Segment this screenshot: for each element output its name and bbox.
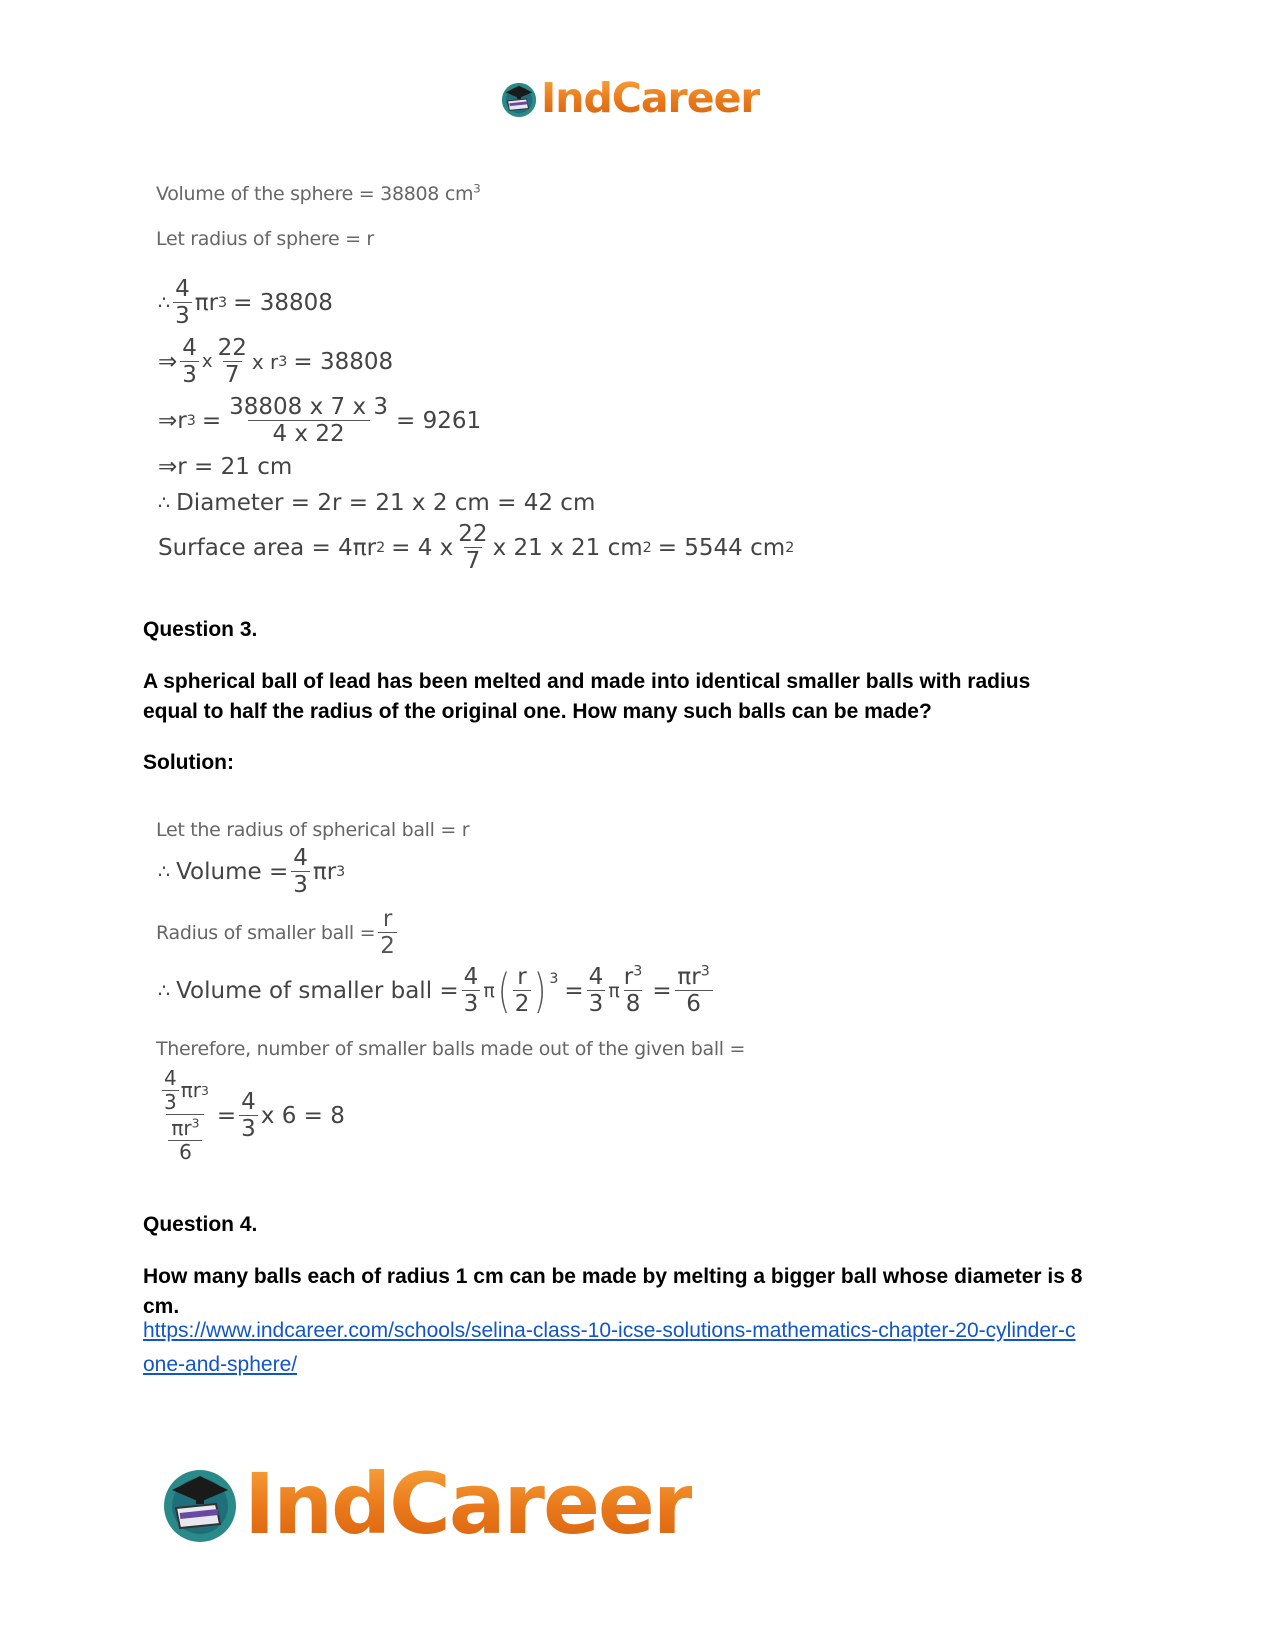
footer-logo xyxy=(160,1455,693,1553)
math-line-diameter: ∴ Diameter = 2r = 21 x 2 cm = 42 cm xyxy=(158,490,596,516)
question-4-text: How many balls each of radius 1 cm can be made by melting a bigger ball whose diameter is 8 cm. xyxy=(143,1265,1083,1318)
question-3-heading: Question 3. xyxy=(143,618,258,641)
math-line-smaller-volume: ∴ Volume of smaller ball = $\frac{4}{3}$ π ( $\frac{r}{2}$ ) 3 = $\frac{4}{3}$ π $\frac{r^3}{8}$ = $\frac{\pi r^3}{6}$ xyxy=(158,965,716,1016)
math-line-surface-area: Surface area = 4πr 2 = 4 x $\frac{22}{7}$ x 21 x 21 cm 2 = 5544 cm 2 xyxy=(158,521,795,575)
math-line-solve-r-cubed: ⇒ r 3 = $\frac{38808 x 7 x 3}{4 x 22}$ = 9261 xyxy=(158,394,482,448)
graduation-book-icon xyxy=(160,1464,240,1544)
math-line-let-radius-ball: Let the radius of spherical ball = r xyxy=(156,819,470,841)
math-line-volume-formula: ∴ $\frac{4}{3}$ πr 3 = 38808 xyxy=(158,276,333,330)
question-4-heading: Question 4. xyxy=(143,1213,258,1236)
footer-url-link[interactable]: https://www.indcareer.com/schools/selina-class-10-icse-solutions-mathematics-chapter-20-cylinder-cone-and-sphere/ xyxy=(143,1319,1076,1376)
math-line-substitute-pi: ⇒ $\frac{4}{3}$ x $\frac{22}{7}$ x r 3 = 38808 xyxy=(158,335,394,389)
graduation-book-icon xyxy=(500,80,538,118)
math-line-ball-volume: ∴ Volume = $\frac{4}{3}$ πr 3 xyxy=(158,845,346,899)
math-line-volume-given: Volume of the sphere = 38808 $cm^3$ xyxy=(156,181,481,205)
math-line-radius-value: ⇒ r = 21 cm xyxy=(158,454,293,480)
math-line-smaller-radius: Radius of smaller ball = $\frac{r}{2}$ xyxy=(156,906,395,960)
math-line-number-of-balls: Therefore, number of smaller balls made out of the given ball = xyxy=(156,1038,746,1060)
math-line-ball-count: $\frac{4}{3}$ πr 3 $\frac{\pi r^3}{6}$ = $\frac{4}{3}$ x 6 = 8 xyxy=(164,1066,345,1164)
brand-name: IndCareer xyxy=(244,1455,693,1553)
question-3-text: A spherical ball of lead has been melted and made into identical smaller balls with radius equal to half the radius of the original one. How many such balls can be made? xyxy=(143,670,1031,723)
math-line-let-radius: Let radius of sphere = r xyxy=(156,228,374,250)
brand-name: IndCareer xyxy=(541,74,760,122)
header-logo xyxy=(500,74,760,122)
solution-3-label: Solution: xyxy=(143,751,234,774)
